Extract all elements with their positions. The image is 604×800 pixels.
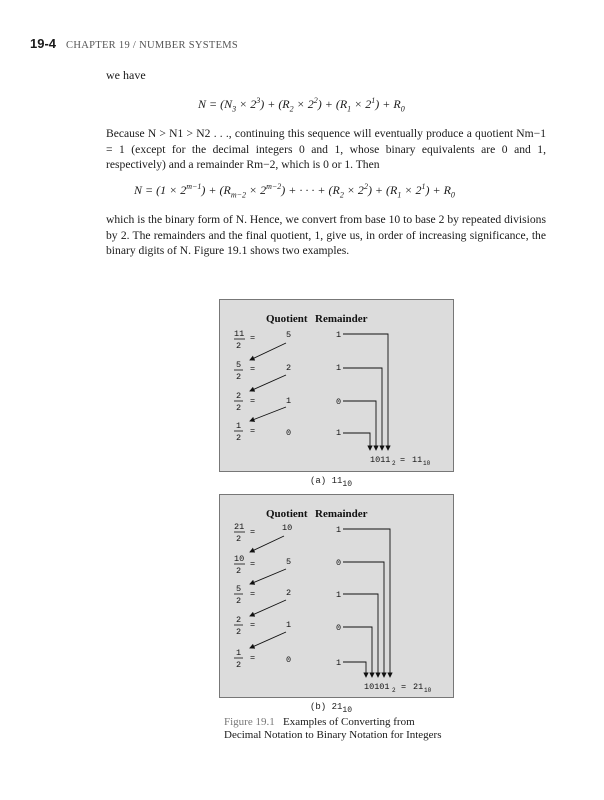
result-binary-base: 2 (392, 687, 396, 694)
diagram-a (220, 300, 453, 471)
remainder: 1 (336, 658, 342, 668)
svg-text:=: = (250, 620, 256, 630)
subcaption-b: (b) $21_{10}$ (310, 702, 353, 715)
svg-text:=: = (250, 426, 256, 436)
caption-text: Examples of Converting from Decimal Notation to Binary Notation for Integers (224, 716, 442, 741)
dividend: 1 (236, 421, 242, 431)
quotient: 2 (286, 588, 292, 598)
column-remainder: Remainder (315, 508, 368, 520)
column-quotient: Quotient (266, 313, 308, 325)
divisor: 2 (236, 566, 242, 576)
quotient: 5 (286, 557, 292, 567)
dividend: 5 (236, 584, 242, 594)
dividend: 10 (234, 554, 245, 564)
figure-panel-a (219, 299, 454, 472)
caption-label: Figure 19.1 (224, 716, 275, 728)
divisor: 2 (236, 433, 242, 443)
result-decimal-base: 10 (424, 687, 432, 694)
remainder: 0 (336, 558, 342, 568)
equals-sign: = (400, 455, 406, 465)
result-binary-base: 2 (392, 460, 396, 467)
svg-text:=: = (250, 589, 256, 599)
column-quotient: Quotient (266, 508, 308, 520)
remainder: 1 (336, 428, 342, 438)
dividend: 5 (236, 360, 242, 370)
dividend: 21 (234, 522, 245, 532)
figure-caption (224, 716, 454, 742)
quotient: 2 (286, 363, 292, 373)
result-decimal-base: 10 (423, 460, 431, 467)
subcaption-a: (a) $11_{10}$ (310, 476, 353, 489)
divisor: 2 (236, 660, 242, 670)
remainder: 1 (336, 590, 342, 600)
running-header (30, 36, 238, 52)
result-binary: 10101 (364, 682, 390, 692)
figure-panel-b (219, 494, 454, 698)
lead-text: we have (106, 68, 146, 82)
svg-text:=: = (250, 527, 256, 537)
result-decimal: 21 (413, 682, 424, 692)
svg-text:=: = (250, 364, 256, 374)
diagram-b (220, 495, 453, 697)
divisor: 2 (236, 596, 242, 606)
remainder: 1 (336, 363, 342, 373)
result-decimal: 11 (412, 455, 423, 465)
equation-2: $N = (1 \times 2^{m-1}) + (R_{m-2} \times 2^{m-2})$ + · · · + $(R_2 \times 2^2) + (R_1 \times 2^1) + R_0$ (134, 182, 455, 200)
dividend: 1 (236, 648, 242, 658)
remainder: 1 (336, 330, 342, 340)
dividend: 2 (236, 391, 242, 401)
quotient: 0 (286, 428, 292, 438)
remainder: 1 (336, 525, 342, 535)
quotient: 1 (286, 620, 292, 630)
quotient: 10 (282, 523, 293, 533)
page-number: 19-4 (30, 36, 57, 51)
svg-text:=: = (250, 559, 256, 569)
remainder: 0 (336, 397, 342, 407)
quotient: 5 (286, 330, 292, 340)
divisor: 2 (236, 534, 242, 544)
divisor: 2 (236, 403, 242, 413)
equals-sign: = (401, 682, 407, 692)
svg-text:=: = (250, 333, 256, 343)
paragraph-2: which is the binary form of N. Hence, we convert from base 10 to base 2 by repeated divisions by 2. The remainders and the final quotient, 1, give us, in order of increasing significance, the binary digits of N. Figure 19.1 shows two examples. (106, 213, 546, 257)
paragraph-1: Because N > N1 > N2 . . ., continuing this sequence will eventually produce a quotient Nm−1 = 1 (except for the decimal integers 0 and 1, whose binary equivalents are 0 and 1, respectively) and a remainder Rm−2, which is 0 or 1. Then (106, 127, 546, 171)
quotient: 0 (286, 655, 292, 665)
chapter-title: CHAPTER 19 / NUMBER SYSTEMS (66, 40, 239, 51)
equation-1: $N = (N_3 \times 2^3) + (R_2 \times 2^2) + (R_1 \times 2^1) + R_0$ (198, 96, 405, 114)
result-binary: 1011 (370, 455, 391, 465)
svg-text:=: = (250, 396, 256, 406)
column-remainder: Remainder (315, 313, 368, 325)
quotient: 1 (286, 396, 292, 406)
divisor: 2 (236, 341, 242, 351)
remainder: 0 (336, 623, 342, 633)
dividend: 2 (236, 615, 242, 625)
divisor: 2 (236, 627, 242, 637)
dividend: 11 (234, 329, 245, 339)
svg-text:=: = (250, 653, 256, 663)
divisor: 2 (236, 372, 242, 382)
